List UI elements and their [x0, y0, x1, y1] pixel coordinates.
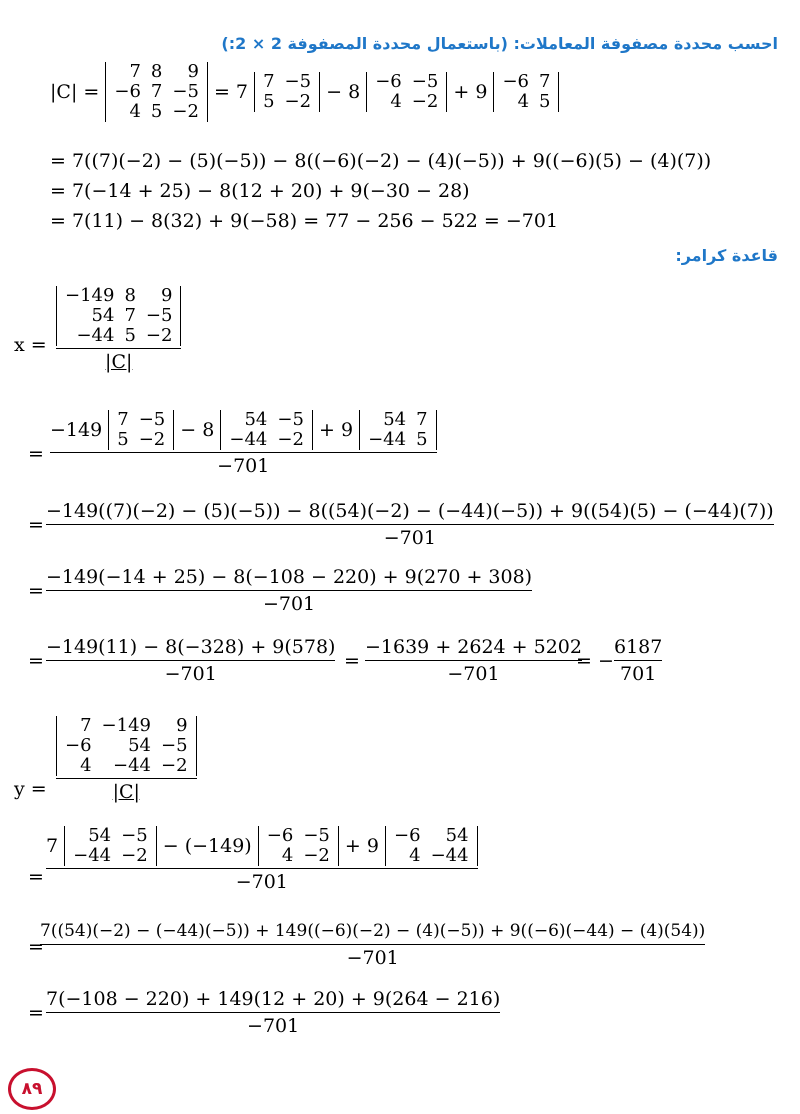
matrix-cell: −6: [65, 735, 92, 756]
matrix-cell: −2: [121, 845, 148, 866]
matrix-cell: 7: [150, 81, 163, 102]
x-step1-den: −701: [217, 455, 270, 477]
matrix-cell: 7: [416, 409, 428, 430]
det-c-label: |C| =: [50, 81, 100, 103]
y-step1-minor-2: [258, 826, 339, 866]
matrix-cell: −2: [161, 755, 188, 776]
y-step1-op-2: + 9: [344, 835, 379, 857]
matrix-cell: 5: [117, 429, 129, 450]
x-step3-den: −701: [262, 593, 316, 615]
x-step4-den-b: −701: [447, 663, 500, 685]
x-step4-den-a: −701: [164, 663, 217, 685]
matrix-cell: 7: [129, 61, 141, 82]
matrix-cell: −44: [368, 429, 407, 450]
matrix-cell: 4: [80, 755, 92, 776]
matrix-cell: 54: [91, 305, 115, 326]
x-step-1: [50, 410, 437, 477]
matrix-cell: 4: [409, 845, 421, 866]
x-fraction: [56, 286, 181, 373]
matrix-cell: 5: [539, 91, 551, 112]
matrix-cell: −44: [76, 325, 115, 346]
x-result: [614, 636, 662, 685]
page-number-badge: ٨٩: [8, 1068, 56, 1110]
x-step-3: [46, 566, 532, 615]
matrix-cell: −6: [502, 71, 530, 92]
y-numerator-matrix: [56, 716, 197, 776]
x-step4-num-a: −149(11) − 8(−328) + 9(578): [46, 636, 336, 658]
x-step-4b: [365, 636, 582, 685]
matrix-cell: −44: [113, 755, 151, 776]
x-step2-num: −149((7)(−2) − (5)(−5)) − 8((54)(−2) − (−44)(−5)) + 9((54)(5) − (−44)(7)): [46, 500, 774, 522]
matrix-cell: −2: [145, 325, 173, 346]
matrix-cell: 7: [80, 715, 92, 736]
x-result-num: 6187: [614, 636, 663, 658]
matrix-cell: −5: [411, 71, 439, 92]
matrix-cell: 9: [187, 61, 199, 82]
y-denominator: |C|: [112, 781, 140, 803]
matrix-cell: −2: [411, 91, 439, 112]
section-heading: احسب محددة مصفوفة المعاملات: (باستعمال محددة المصفوفة 2 × 2:): [221, 34, 778, 53]
x-step1-op-1: − 8: [180, 419, 215, 441]
y-step1-minor-3: [385, 826, 478, 866]
det-c-op-1: − 8: [326, 81, 361, 103]
y-step3-den: −701: [247, 1015, 300, 1037]
matrix-cell: −5: [161, 735, 188, 756]
matrix-cell: 4: [390, 91, 402, 112]
matrix-cell: −5: [172, 81, 199, 102]
det-c-minor-2: [366, 72, 447, 112]
matrix-cell: 7: [124, 305, 136, 326]
matrix-cell: 54: [88, 825, 112, 846]
matrix-cell: 7: [539, 71, 551, 92]
det-c-expansion: = 7: [213, 81, 249, 103]
x-result-den: 701: [620, 663, 657, 685]
y-step-3: [46, 988, 500, 1037]
matrix-cell: −149: [101, 715, 151, 736]
x-step1-op-2: + 9: [318, 419, 354, 441]
matrix-cell: 4: [281, 845, 294, 866]
matrix-cell: −44: [229, 429, 268, 450]
matrix-cell: 8: [124, 285, 136, 306]
matrix-cell: 5: [124, 325, 136, 346]
matrix-cell: 5: [416, 429, 428, 450]
y-step1-coef: 7: [46, 835, 59, 857]
matrix-cell: 54: [128, 735, 151, 756]
x-numerator-matrix: [56, 286, 181, 346]
matrix-cell: 9: [161, 285, 173, 306]
matrix-cell: −44: [73, 845, 112, 866]
matrix-cell: 9: [176, 715, 188, 736]
x-step-4a: [46, 636, 335, 685]
y-step-1: [46, 826, 478, 893]
x-step1-coef: −149: [50, 419, 103, 441]
det-c-row: [50, 62, 559, 122]
matrix-cell: −2: [303, 845, 330, 866]
matrix-cell: −6: [394, 825, 421, 846]
matrix-cell: 7: [263, 71, 275, 92]
matrix-cell: 5: [263, 91, 275, 112]
x-step3-num: −149(−14 + 25) − 8(−108 − 220) + 9(270 + 308): [46, 566, 533, 588]
matrix-cell: −5: [138, 409, 166, 430]
matrix-cell: 54: [383, 409, 407, 430]
x-step-2: [46, 500, 774, 549]
x-step2-den: −701: [383, 527, 436, 549]
matrix-cell: 4: [517, 91, 530, 112]
y-step1-minor-1: [64, 826, 157, 866]
x-step1-minor-3: [359, 410, 436, 450]
x-step1-minor-1: [108, 410, 174, 450]
matrix-cell: −5: [145, 305, 173, 326]
matrix-cell: 7: [117, 409, 129, 430]
x-step4-num-b: −1639 + 2624 + 5202: [365, 636, 582, 658]
y-fraction: [56, 716, 197, 803]
x-step1-minor-2: [220, 410, 313, 450]
matrix-cell: 8: [150, 61, 163, 82]
matrix-cell: −2: [277, 429, 304, 450]
matrix-cell: −5: [121, 825, 148, 846]
matrix-cell: −6: [114, 81, 141, 102]
matrix-cell: 54: [445, 825, 469, 846]
matrix-cell: −5: [277, 409, 304, 430]
det-c-matrix: [105, 62, 208, 122]
y-step1-den: −701: [235, 871, 288, 893]
matrix-cell: 54: [244, 409, 268, 430]
matrix-cell: −2: [138, 429, 166, 450]
matrix-cell: 4: [129, 101, 141, 122]
cramer-heading: قاعدة كرامر:: [675, 246, 778, 265]
det-c-minor-3: [493, 72, 559, 112]
y-step3-num: 7(−108 − 220) + 149(12 + 20) + 9(264 − 216): [46, 988, 501, 1010]
matrix-cell: −5: [284, 71, 312, 92]
matrix-cell: −44: [430, 845, 469, 866]
matrix-cell: −2: [284, 91, 312, 112]
det-c-line-2: = 7((7)(−2) − (5)(−5)) − 8((−6)(−2) − (4)(−5)) + 9((−6)(5) − (4)(7)): [50, 150, 712, 172]
det-c-minor-1: [254, 72, 320, 112]
matrix-cell: −6: [266, 825, 294, 846]
matrix-cell: −6: [375, 71, 402, 92]
y-step1-op-1: − (−149): [162, 835, 252, 857]
matrix-cell: −2: [172, 101, 199, 122]
det-c-op-2: + 9: [453, 81, 488, 103]
det-c-line-4: = 7(11) − 8(32) + 9(−58) = 77 − 256 − 522 = −701: [50, 210, 559, 232]
matrix-cell: −149: [65, 285, 115, 306]
matrix-cell: 5: [150, 101, 163, 122]
x-label: x =: [14, 334, 47, 356]
y-step2-den: −701: [346, 947, 399, 969]
x-denominator: |C|: [105, 351, 133, 373]
y-step2-num: 7((54)(−2) − (−44)(−5)) + 149((−6)(−2) − (4)(−5)) + 9((−6)(−44) − (4)(54)): [40, 921, 706, 941]
det-c-line-3: = 7(−14 + 25) − 8(12 + 20) + 9(−30 − 28): [50, 180, 470, 202]
y-label: y =: [14, 778, 47, 800]
x-result-sign: = −: [576, 650, 614, 672]
matrix-cell: −5: [303, 825, 330, 846]
y-step-2: [40, 920, 705, 969]
